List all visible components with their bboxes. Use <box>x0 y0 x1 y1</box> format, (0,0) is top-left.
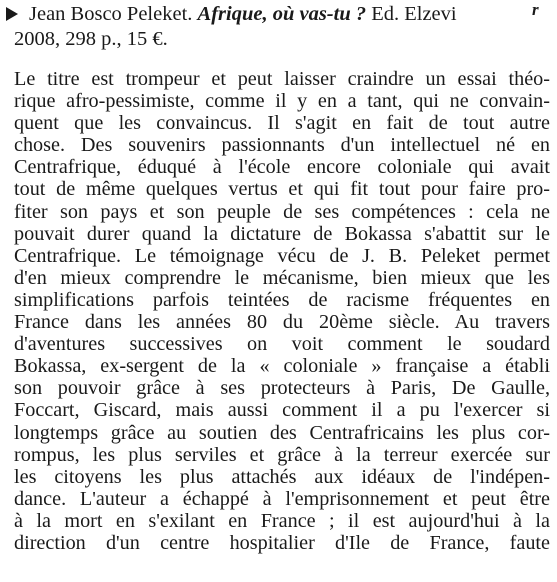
text-line: quent que les convaincus. Il s'agit en fait de tout autre <box>14 112 550 135</box>
text-line: rompus, les plus serviles et grâce à la terreur exercée sur <box>14 443 550 466</box>
text-line: rique afro-pessimiste, comme il y en a tant, qui ne convain- <box>14 90 550 113</box>
text-line: chose. Des souvenirs passionnants d'un intellectuel né en <box>14 134 550 157</box>
text-line: dance. L'auteur a échappé à l'emprisonnement et peut être <box>14 487 550 510</box>
text-line: pouvait durer quand la dictature de Bokassa s'abattit sur le <box>14 222 550 245</box>
handwritten-mark: r <box>532 0 539 19</box>
bullet-arrow-icon <box>6 7 18 21</box>
publisher-name: Ed. Elzevi <box>371 3 457 25</box>
text-line: les citoyens les plus attachés aux idéaux de l'indépen- <box>14 465 550 488</box>
text-line: d'en mieux comprendre le mécanisme, bien mieux que les <box>14 266 550 289</box>
reference-line-2 <box>0 27 557 52</box>
text-line: France dans les années 80 du 20ème siècle. Au travers <box>14 311 550 334</box>
text-line: Le titre est trompeur et peut laisser craindre un essai théo- <box>14 68 550 90</box>
text-line: tout de même quelques vertus et qui fit tout pour faire pro- <box>14 178 550 201</box>
text-line: simplifications parfois teintées de racisme fréquentes en <box>14 288 550 311</box>
text-line: Centrafrique, éduqué à l'école encore coloniale qui avait <box>14 156 550 179</box>
review-text <box>14 68 550 554</box>
text-line: Bokassa, ex-sergent de la « coloniale » française a établi <box>14 355 550 378</box>
text-line: d'aventures successives on voit comment le soudard <box>14 333 550 356</box>
reference-line-1 <box>0 2 557 27</box>
text-line: direction d'un centre hospitalier d'Ile de France, faute <box>14 531 550 554</box>
text-line: fiter son pays et son peuple de ses compétences : cela ne <box>14 200 550 223</box>
publication-details: 2008, 298 p., 15 €. <box>14 28 168 50</box>
text-line: Foccart, Giscard, mais aussi comment il a pu l'exercer si <box>14 399 550 422</box>
author-name: Jean Bosco Peleket. <box>29 3 193 25</box>
text-line: à la mort en s'exilant en France ; il est aujourd'hui à la <box>14 509 550 532</box>
text-line: Centrafrique. Le témoignage vécu de J. B. Peleket permet <box>14 244 550 267</box>
text-line: longtemps grâce au soutien des Centrafricains les plus cor- <box>14 421 550 444</box>
text-line: son pouvoir grâce à ses protecteurs à Paris, De Gaulle, <box>14 377 550 400</box>
book-reference <box>0 2 557 52</box>
book-title: Afrique, où vas-tu ? <box>197 3 367 25</box>
